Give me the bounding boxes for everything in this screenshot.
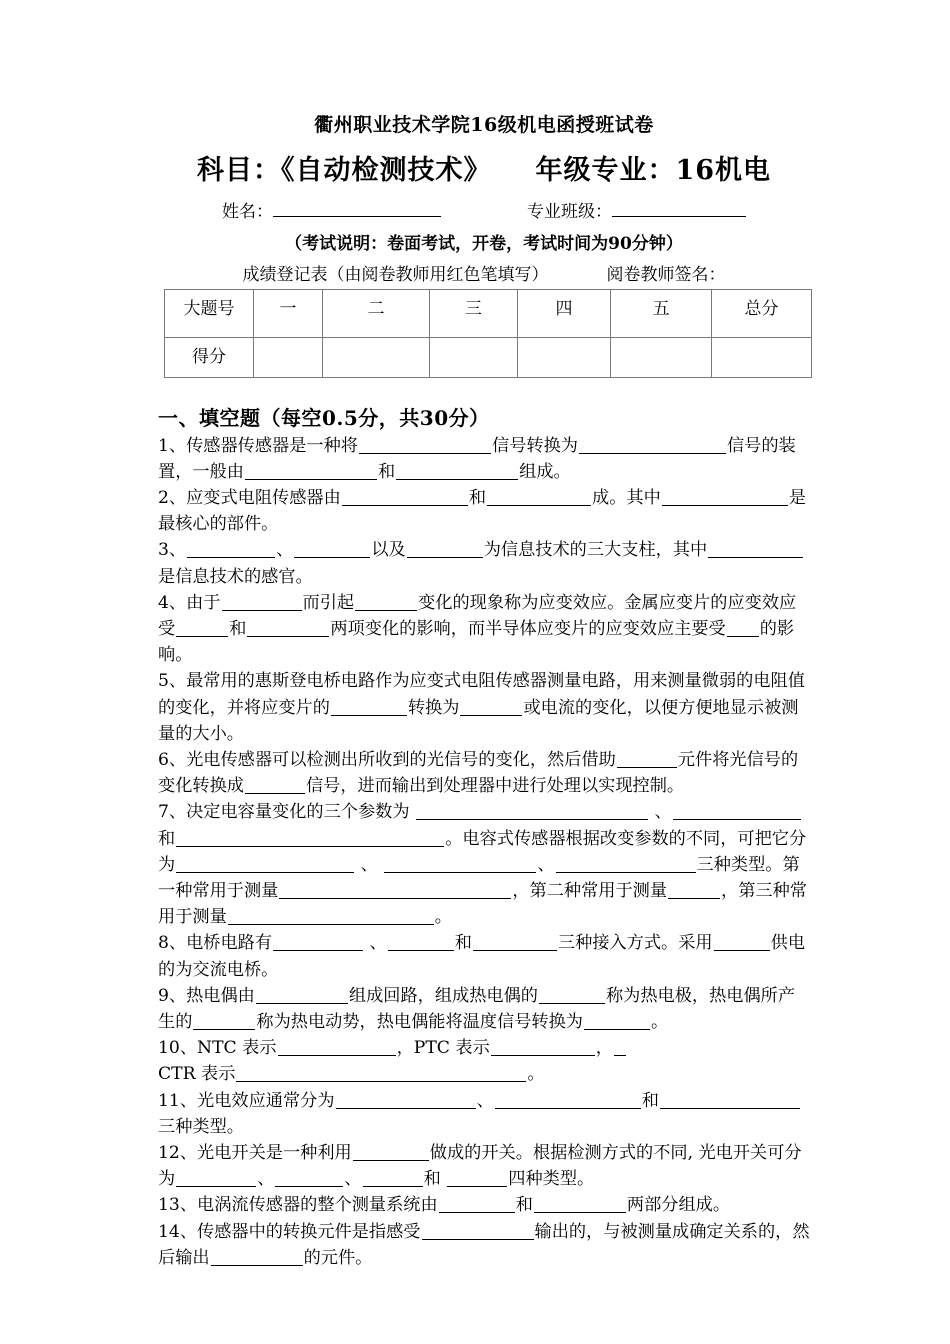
q6-text-1: 6、光电传感器可以检测出所收到的光信号的变化，然后借助: [158, 750, 616, 771]
q14-blank-1[interactable]: [422, 1222, 534, 1240]
class-label: 专业班级：: [527, 201, 612, 222]
class-input-blank[interactable]: [612, 199, 746, 217]
q5-text-3: 或电流的变化，以便方便地显示被测量的大小。: [158, 697, 799, 744]
question-1: [158, 433, 810, 485]
q10-text-1: 10、NTC 表示: [158, 1038, 277, 1059]
q13-blank-2[interactable]: [534, 1195, 626, 1213]
q7-text-7: 三种类型。第一种常用于测量: [158, 854, 800, 902]
q7-blank-4[interactable]: [176, 855, 354, 873]
q7-blank-2[interactable]: [673, 802, 801, 820]
grade-major-label: 年级专业：16机电: [535, 154, 772, 186]
q8-blank-4[interactable]: [714, 933, 770, 951]
name-field-group: [222, 197, 441, 222]
name-input-blank[interactable]: [273, 199, 441, 217]
q3-blank-2[interactable]: [294, 540, 370, 558]
question-14: [158, 1219, 810, 1271]
score-table-col-2: 二: [323, 289, 430, 337]
q7-text-10: 。: [434, 907, 452, 928]
q7-text-6: 、: [537, 854, 555, 875]
q1-text-5: 组成。: [519, 461, 571, 482]
q12-text-3: 、: [257, 1169, 275, 1190]
q9-blank-3[interactable]: [193, 1012, 255, 1030]
question-8: [158, 930, 810, 982]
q1-blank-1[interactable]: [359, 436, 491, 454]
class-field-group: [527, 197, 746, 222]
q11-text-1: 11、光电效应通常分为: [158, 1090, 335, 1111]
q8-text-2: 、: [364, 933, 387, 954]
student-id-line: [158, 197, 810, 222]
question-4: [158, 590, 810, 669]
q4-text-6: 的影响。: [158, 619, 795, 666]
question-12: [158, 1140, 810, 1192]
q4-text-4: 和: [229, 619, 247, 640]
score-table-col-1: 一: [254, 289, 323, 337]
q7-text-3: 和: [158, 828, 176, 849]
question-2: [158, 485, 810, 537]
q4-text-5: 两项变化的影响，而半导体应变片的应变效应主要受: [330, 619, 726, 640]
q4-blank-1[interactable]: [222, 593, 302, 611]
q9-text-2: 组成回路，组成热电偶的: [348, 985, 538, 1006]
q14-text-3: ，然后输出: [158, 1221, 810, 1268]
score-cell-3[interactable]: [430, 337, 518, 377]
q14-text-1: 14、传感器中的转换元件是指感受: [158, 1221, 421, 1242]
q4-text-3: 变化的现象称为应变效应。金属应变片的应变效应受: [158, 592, 797, 640]
q9-blank-2[interactable]: [539, 986, 605, 1004]
q2-blank-1[interactable]: [342, 488, 468, 506]
q8-blank-2[interactable]: [388, 933, 454, 951]
q7-text-9: ，第三种常用于测量: [158, 881, 807, 928]
q7-blank-9[interactable]: [228, 907, 434, 925]
school-title: 衢州职业技术学院16级机电函授班试卷: [314, 114, 654, 136]
q10-text-5: 。: [527, 1064, 545, 1085]
q9-text-4: 称为热电动势，热电偶能将温度信号转换为: [256, 1012, 583, 1033]
q1-text-4: 和: [377, 461, 396, 482]
q10-text-2: ，PTC 表示: [396, 1038, 490, 1059]
q10-text-4: CTR 表示: [158, 1064, 236, 1085]
q2-blank-3[interactable]: [662, 488, 788, 506]
q11-blank-1[interactable]: [336, 1091, 476, 1109]
score-table-col-4: 四: [518, 289, 611, 337]
score-cell-2[interactable]: [323, 337, 430, 377]
question-11: [158, 1088, 810, 1140]
q6-blank-1[interactable]: [617, 750, 677, 768]
q3-blank-3[interactable]: [407, 540, 483, 558]
q5-text-2: 转换为: [407, 697, 460, 718]
q7-blank-5[interactable]: [384, 855, 536, 873]
question-5: [158, 668, 810, 747]
score-row-label: 得分: [165, 337, 254, 377]
q11-blank-2[interactable]: [495, 1091, 641, 1109]
table-row-header: [165, 289, 812, 337]
score-table-col-5: 五: [611, 289, 712, 337]
subject-label: 科目：《自动检测技术》: [196, 154, 492, 186]
q8-blank-3[interactable]: [473, 933, 557, 951]
q3-blank-4[interactable]: [708, 540, 803, 558]
q7-blank-6[interactable]: [556, 855, 696, 873]
q2-blank-2[interactable]: [487, 488, 591, 506]
q2-text-3: 成。其中: [592, 488, 661, 508]
q12-text-6: 四种类型。: [508, 1169, 595, 1190]
q12-blank-4[interactable]: [363, 1169, 423, 1187]
teacher-signature-label: 阅卷教师签名：: [606, 264, 726, 285]
q11-text-4: 三种类型。: [158, 1116, 244, 1137]
q6-blank-2[interactable]: [245, 776, 305, 794]
score-table-col-3: 三: [430, 289, 518, 337]
q10-text-3: ，: [595, 1038, 613, 1059]
q4-blank-5[interactable]: [727, 619, 759, 637]
q9-text-5: 。: [650, 1012, 669, 1033]
q1-blank-4[interactable]: [396, 462, 518, 480]
q1-blank-2[interactable]: [579, 436, 726, 454]
score-table-col-total: 总分: [712, 289, 812, 337]
score-cell-total[interactable]: [712, 337, 812, 377]
q4-blank-2[interactable]: [355, 593, 417, 611]
q7-blank-8[interactable]: [668, 881, 720, 899]
exam-notice: （考试说明：卷面考试，开卷，考试时间为90分钟）: [285, 233, 683, 254]
q14-text-4: 的元件。: [303, 1247, 373, 1268]
q10-blank-1[interactable]: [278, 1038, 396, 1056]
score-table-row-label: 大题号: [165, 289, 254, 337]
score-register-label: 成绩登记表（由阅卷教师用红色笔填写）: [242, 264, 549, 285]
score-table: [164, 289, 812, 378]
q11-text-2: 、: [476, 1090, 494, 1111]
q13-text-2: 和: [515, 1195, 533, 1216]
q12-text-4: 、: [344, 1169, 362, 1190]
question-7: [158, 799, 810, 930]
q7-text-4: 。电容式传感器根据改变参数的不同，可把它分为: [158, 828, 807, 875]
q14-blank-2[interactable]: [211, 1248, 303, 1266]
score-cell-4[interactable]: [518, 337, 611, 377]
section-title-fill-in-blank: 一、填空题（每空0.5分，共30分）: [158, 405, 490, 430]
q5-blank-1[interactable]: [331, 698, 407, 716]
q8-text-5: 供电的为交流电桥。: [158, 933, 806, 980]
q7-text-8: ，第二种常用于测量: [512, 881, 668, 902]
q7-text-1: 7、决定电容量变化的三个参数为: [158, 802, 416, 823]
q12-blank-2[interactable]: [176, 1169, 256, 1187]
q11-blank-3[interactable]: [660, 1091, 800, 1109]
question-13: [158, 1192, 810, 1218]
q9-blank-1[interactable]: [256, 986, 348, 1004]
name-label: 姓名：: [222, 201, 273, 222]
q1-text-1: 1、传感器传感器是一种将: [158, 435, 358, 456]
question-3: [158, 537, 810, 589]
q6-text-2: 元件将光信号的变化转换成: [158, 750, 799, 797]
score-register-line: [158, 260, 810, 285]
q10-blank-2[interactable]: [491, 1038, 595, 1056]
question-6: [158, 747, 810, 799]
q3-blank-1[interactable]: [187, 540, 275, 558]
q7-text-5: 、: [355, 854, 384, 875]
q8-text-3: 和: [454, 933, 472, 954]
q3-text-5: 是信息技术的感官。: [158, 566, 313, 587]
q12-blank-5[interactable]: [447, 1169, 507, 1187]
q7-text-2: 、: [649, 802, 672, 823]
q9-text-3: 称为热电极，热电偶所产生的: [158, 985, 796, 1033]
q5-blank-2[interactable]: [460, 698, 522, 716]
q13-blank-1[interactable]: [439, 1195, 515, 1213]
q3-text-3: 以及: [371, 540, 406, 561]
q6-text-3: 信号，进而输出到处理器中进行处理以实现控制。: [305, 776, 685, 797]
q3-text-2: 、: [276, 540, 294, 561]
q4-blank-4[interactable]: [247, 619, 329, 637]
q4-text-1: 4、由于: [158, 592, 221, 613]
question-10: [158, 1035, 810, 1087]
q8-text-4: 三种接入方式。采用: [557, 933, 713, 954]
q10-blank-4[interactable]: [236, 1064, 526, 1082]
q3-text-1: 3、: [158, 540, 187, 561]
q8-text-1: 8、电桥电路有: [158, 933, 273, 954]
score-cell-5[interactable]: [611, 337, 712, 377]
q12-text-2: 做成的开关。根据检测方式的不同, 光电开关可分为: [158, 1143, 802, 1190]
q12-text-1: 12、光电开关是一种利用: [158, 1143, 352, 1164]
q12-blank-3[interactable]: [275, 1169, 343, 1187]
subject-and-major-line: [158, 148, 810, 187]
q4-blank-3[interactable]: [176, 619, 228, 637]
score-cell-1[interactable]: [254, 337, 323, 377]
question-9: [158, 983, 810, 1035]
q14-text-2: 输出的，与被测量成确定关系的: [534, 1221, 776, 1242]
q3-text-4: 为信息技术的三大支柱，其中: [483, 540, 708, 561]
q8-blank-1[interactable]: [273, 933, 363, 951]
q11-text-3: 和: [641, 1090, 659, 1111]
q12-text-5: 和: [423, 1169, 447, 1190]
q9-text-1: 9、热电偶由: [158, 985, 255, 1006]
q7-blank-3[interactable]: [176, 829, 444, 847]
q12-blank-1[interactable]: [353, 1143, 429, 1161]
q1-text-2: 信号转换为: [492, 435, 578, 456]
q2-text-1: 2、应变式电阻传感器由: [158, 488, 341, 508]
q7-blank-7[interactable]: [279, 881, 511, 899]
q9-blank-4[interactable]: [584, 1012, 650, 1030]
q4-text-2: 而引起: [302, 592, 355, 613]
q1-text-3: 信号的装置，一般由: [158, 435, 796, 482]
q1-blank-3[interactable]: [245, 462, 377, 480]
q10-blank-3[interactable]: [614, 1038, 626, 1056]
q13-text-3: 两部分组成。: [626, 1195, 731, 1216]
table-row-score: [165, 337, 812, 377]
q7-blank-1[interactable]: [416, 802, 648, 820]
q13-text-1: 13、电涡流传感器的整个测量系统由: [158, 1195, 438, 1216]
q2-text-2: 和: [468, 488, 487, 508]
q2-text-4: 是最核心的部件。: [158, 488, 806, 535]
q5-text-1: 5、最常用的惠斯登电桥电路作为应变式电阻传感器测量电路，用来测量微弱的电阻值的变化，并将应变片的: [158, 671, 805, 718]
